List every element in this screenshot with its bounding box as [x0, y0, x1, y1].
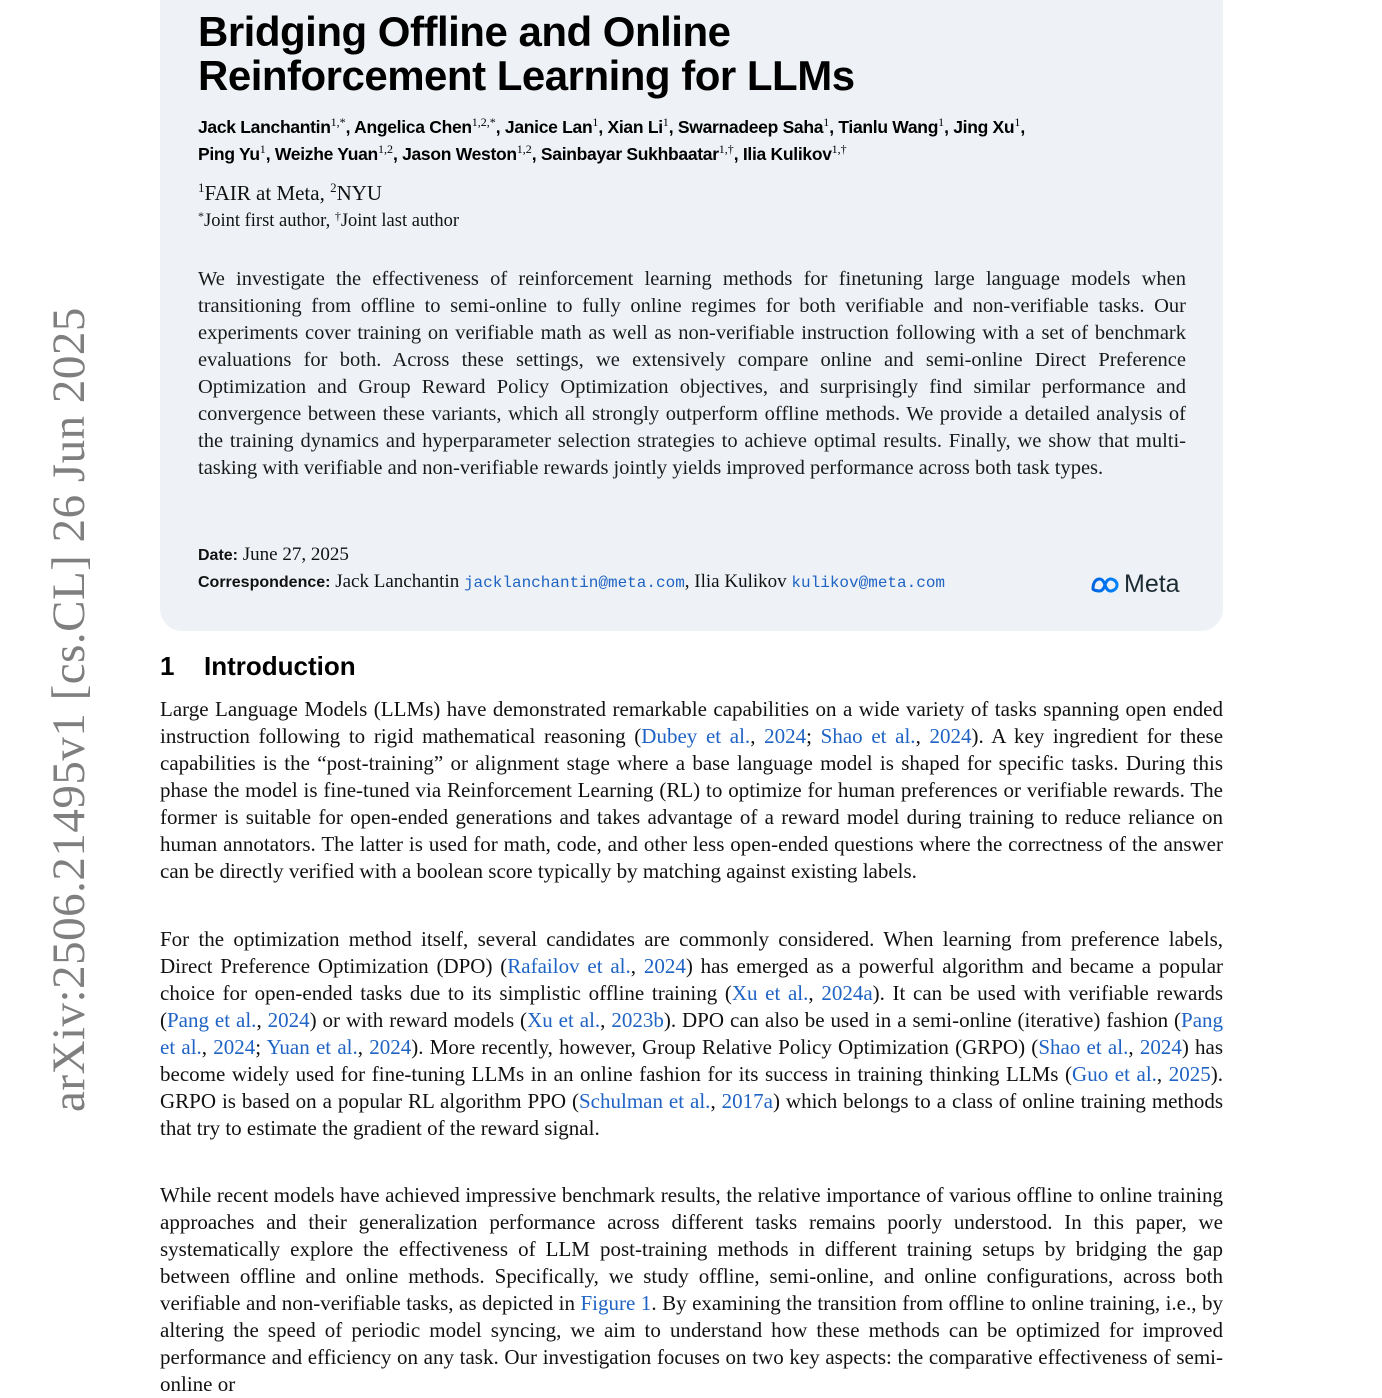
author-affiliation-marker: 1	[823, 115, 830, 129]
section-heading-introduction	[160, 651, 356, 682]
correspondence-label: Correspondence:	[198, 574, 331, 591]
date-label: Date:	[198, 547, 239, 564]
author-affiliation-marker: 1,†	[718, 142, 734, 156]
citation-link[interactable]: 2024	[1139, 1035, 1182, 1059]
author-name: Ilia Kulikov	[742, 144, 832, 164]
author-name: Jason Weston	[402, 144, 517, 164]
author-name: Jing Xu	[953, 117, 1015, 137]
affiliation-marker: 1	[198, 180, 205, 195]
email-link[interactable]: kulikov@meta.com	[791, 574, 946, 592]
author-name: Janice Lan	[504, 117, 593, 137]
citation-link[interactable]: 2017a	[721, 1089, 773, 1113]
author-affiliation-marker: 1	[259, 142, 266, 156]
citation-link[interactable]: Rafailov et al.	[507, 954, 631, 978]
correspondence-line: Correspondence: Jack Lanchantin jacklanchantin@meta.com, Ilia Kulikov kulikov@meta.com	[198, 571, 946, 592]
citation-link[interactable]: 2025	[1168, 1062, 1211, 1086]
intro-paragraph-1: Large Language Models (LLMs) have demonstrated remarkable capabilities on a wide variety of tasks spanning open ended instruction following to rigid mathematical reasoning (Dubey et al., 2024; Shao et al., 2024). A key ingredient for these capabilities is the “post-training” or alignment stage where a base language model is shaped for specific tasks. During this phase the model is fine-tuned via Reinforcement Learning (RL) to optimize for human preferences or verifiable rewards. The former is suitable for open-ended generations and takes advantage of a reward model during training to reduce reliance on human annotators. The latter is used for math, code, and other less open-ended questions where the correctness of the answer can be directly verified with a boolean score typically by matching against existing labels.	[160, 697, 1224, 883]
affiliation-nyu: NYU	[336, 181, 383, 205]
intro-paragraph-3: While recent models have achieved impressive benchmark results, the relative importance of various offline to online training approaches and their generalization performance across different tasks remains poorly understood. In this paper, we systematically explore the effectiveness of LLM post-training methods in different training setups by bridging the gap between offline and online methods. Specifically, we study offline, semi-online, and online configurations, across both verifiable and non-verifiable tasks, as depicted in Figure 1. By examining the transition from offline to online training, i.e., by altering the speed of periodic model syncing, we aim to understand how these methods can be optimized for improved performance and efficiency on any task. Our investigation focuses on two key aspects: the comparative effectiveness of semi-online or	[160, 1183, 1223, 1396]
citation-link[interactable]: 2024a	[821, 981, 873, 1005]
author-affiliation-marker: 1,2	[377, 142, 393, 156]
author-affiliation-marker: 1,2,*	[471, 115, 496, 129]
citation-link[interactable]: 2024	[764, 724, 807, 748]
citation-link[interactable]: 2024	[267, 1008, 310, 1032]
citation-link[interactable]: 2024	[213, 1035, 256, 1059]
author-name: Tianlu Wang	[838, 117, 939, 137]
citation-link[interactable]: Schulman et al.	[579, 1089, 711, 1113]
citation-link[interactable]: Dubey et al.	[641, 724, 751, 748]
author-name: Jack Lanchantin	[198, 117, 331, 137]
citation-link[interactable]: 2023b	[611, 1008, 664, 1032]
citation-link[interactable]: Guo et al.	[1072, 1062, 1157, 1086]
meta-logo	[1090, 570, 1180, 599]
arxiv-identifier-stamp: arXiv:2506.21495v1 [cs.CL] 26 Jun 2025	[43, 307, 95, 1112]
title-line-2: Reinforcement Learning for LLMs	[198, 52, 855, 99]
author-name: Swarnadeep Saha	[677, 117, 824, 137]
paper-title	[198, 10, 855, 98]
citation-link[interactable]: 2024	[369, 1035, 412, 1059]
author-affiliation-marker: 1,†	[831, 142, 847, 156]
correspondent-name: Ilia Kulikov	[694, 571, 787, 592]
note-joint-last: Joint last author	[340, 211, 459, 231]
meta-wordmark: Meta	[1124, 570, 1180, 598]
email-link[interactable]: jacklanchantin@meta.com	[463, 574, 685, 592]
author-affiliation-marker: 1	[592, 115, 599, 129]
section-number: 1	[160, 651, 175, 681]
author-name: Sainbayar Sukhbaatar	[540, 144, 719, 164]
author-notes: *Joint first author, †Joint last author	[198, 209, 459, 231]
citation-link[interactable]: Pang et al.	[167, 1008, 257, 1032]
intro-paragraph-2: For the optimization method itself, several candidates are commonly considered. When learning from preference labels, Direct Preference Optimization (DPO) (Rafailov et al., 2024) has emerged as a powerful algorithm and became a popular choice for open-ended tasks due to its simplistic offline training (Xu et al., 2024a). It can be used with verifiable rewards (Pang et al., 2024) or with reward models (Xu et al., 2023b). DPO can also be used in a semi-online (iterative) fashion (Pang et al., 2024; Yuan et al., 2024). More recently, however, Group Relative Policy Optimization (GRPO) (Shao et al., 2024) has become widely used for fine-tuning LLMs in an online fashion for its success in training thinking LLMs (Guo et al., 2025). GRPO is based on a popular RL algorithm PPO (Schulman et al., 2017a) which belongs to a class of online training methods that try to estimate the gradient of the reward signal.	[160, 927, 1224, 1140]
citation-link[interactable]: Shao et al.	[820, 724, 916, 748]
correspondent-name: Jack Lanchantin	[335, 571, 460, 592]
author-name: Weizhe Yuan	[274, 144, 378, 164]
note-marker: *	[198, 209, 204, 223]
citation-link[interactable]: 2024	[929, 724, 972, 748]
citation-link[interactable]: Xu et al.	[527, 1008, 601, 1032]
author-name: Ping Yu	[198, 144, 260, 164]
citation-link[interactable]: Shao et al.	[1038, 1035, 1129, 1059]
affiliation-marker: 2	[330, 180, 337, 195]
citation-link[interactable]: Yuan et al.	[266, 1035, 358, 1059]
citation-link[interactable]: 2024	[643, 954, 686, 978]
author-name: Xian Li	[607, 117, 663, 137]
note-marker: †	[334, 209, 341, 223]
abstract: We investigate the effectiveness of reinforcement learning methods for finetuning large language models when transitioning from offline to semi-online to fully online regimes for both verifiable and non-verifiable tasks. Our experiments cover training on verifiable math as well as non-verifiable instruction following with a set of benchmark evaluations for both. Across these settings, we extensively compare online and semi-online Direct Preference Optimization and Group Reward Policy Optimization objectives, and surprisingly find similar performance and convergence between these variants, which all strongly outperform offline methods. We provide a detailed analysis of the training dynamics and hyperparameter selection strategies to achieve optimal results. Finally, we show that multi-tasking with verifiable and non-verifiable rewards jointly yields improved performance across both task types.	[198, 268, 1186, 479]
author-affiliation-marker: 1	[938, 115, 945, 129]
citation-link[interactable]: Figure 1	[580, 1291, 652, 1315]
author-affiliation-marker: 1	[662, 115, 669, 129]
date-line	[198, 543, 349, 568]
citation-link[interactable]: Xu et al.	[731, 981, 809, 1005]
author-affiliation-marker: 1,2	[516, 142, 532, 156]
meta-infinity-icon	[1090, 576, 1120, 594]
author-list: Jack Lanchantin$^{1,*}$, Angelica Chen$^{1,2,*}$, Janice Lan$^1$, Xian Li$^1$, Swarnadeep Saha$^1$, Tianlu Wang$^1$, Jing Xu$^1$, Ping Yu$^1$, Weizhe Yuan$^{1,2}$, Jason Weston$^{1,2}$, Sainbayar Sukhbaatar$^{1,\dagger}$, Ilia Kulikov$^{1,\dagger}$	[198, 115, 1025, 164]
author-affiliation-marker: 1	[1014, 115, 1021, 129]
affiliation-fair: FAIR at Meta	[204, 181, 320, 205]
author-name: Angelica Chen	[354, 117, 472, 137]
title-line-1: Bridging Offline and Online	[198, 8, 731, 55]
affiliations: $^1$FAIR at Meta, $^2$NYU	[198, 180, 383, 205]
section-title: Introduction	[204, 651, 356, 681]
note-joint-first: Joint first author	[204, 211, 326, 231]
date-value: June 27, 2025	[242, 544, 349, 565]
citation-link[interactable]: Pang et al.	[160, 1008, 1224, 1059]
author-affiliation-marker: 1,*	[330, 115, 346, 129]
